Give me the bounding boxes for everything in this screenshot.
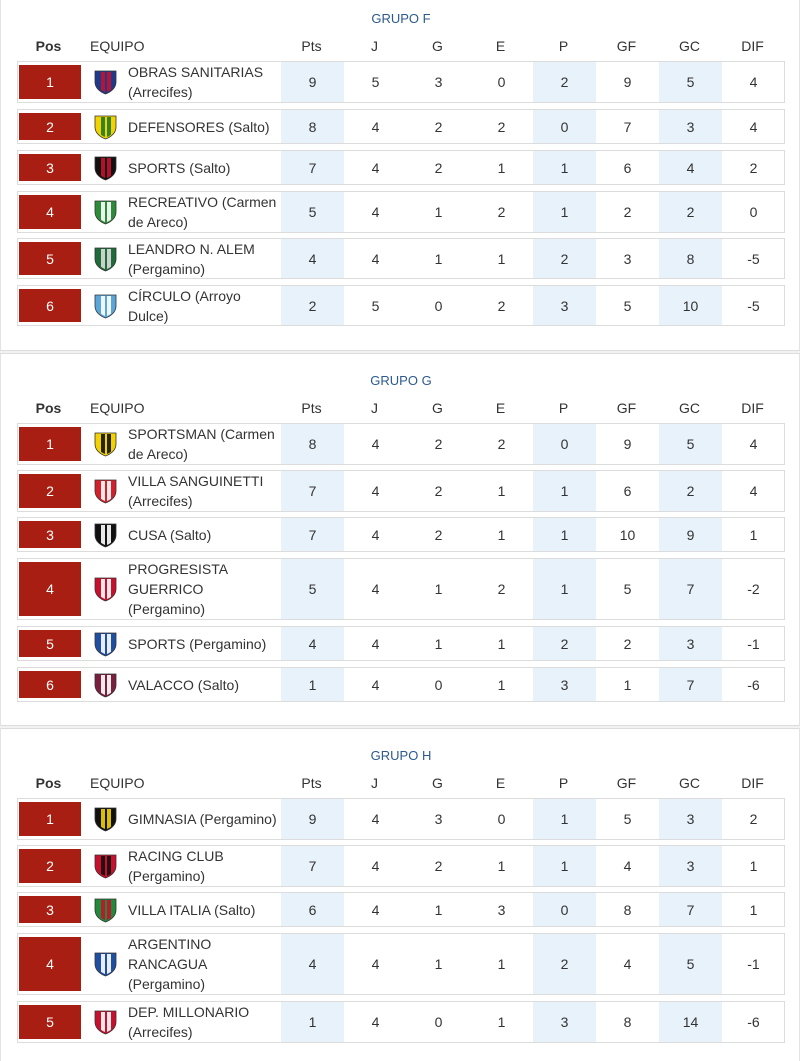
header-pts: Pts — [301, 400, 322, 416]
stat-e: 2 — [497, 204, 506, 220]
stat-dif: -6 — [747, 1014, 760, 1030]
stat-gc: 4 — [659, 151, 722, 184]
position-badge: 6 — [19, 289, 81, 322]
team-name-link[interactable]: CUSA (Salto) — [128, 526, 212, 543]
team-crest-icon — [92, 950, 119, 977]
stat-gf: 8 — [623, 1014, 632, 1030]
header-e: E — [495, 775, 506, 791]
stat-gc: 8 — [659, 239, 722, 278]
stat-e: 2 — [497, 118, 506, 135]
team-name-link[interactable]: SPORTS (Pergamino) — [128, 635, 267, 652]
stat-pts: 6 — [281, 893, 344, 926]
team-crest-icon — [92, 198, 119, 225]
table-row[interactable] — [17, 470, 785, 512]
header-pos: Pos — [35, 400, 62, 416]
team-crest-icon — [92, 245, 119, 272]
stat-p: 3 — [533, 668, 596, 701]
stat-p: 3 — [533, 286, 596, 325]
stat-g: 2 — [434, 483, 443, 499]
position-badge: 3 — [19, 896, 81, 923]
stat-j: 4 — [371, 159, 380, 176]
position-badge: 2 — [19, 474, 81, 508]
position-badge: 5 — [19, 242, 81, 275]
group-section — [0, 728, 800, 1061]
team-name-link[interactable]: DEP. MILLONARIO (Arrecifes) — [128, 1004, 250, 1040]
stat-j: 5 — [371, 74, 380, 90]
position-badge: 6 — [19, 671, 81, 698]
stat-gc: 3 — [659, 627, 722, 660]
stat-gc: 5 — [659, 934, 722, 994]
stat-dif: 2 — [749, 159, 758, 176]
stat-j: 4 — [371, 436, 380, 452]
stat-p: 0 — [533, 893, 596, 926]
stat-j: 4 — [371, 483, 380, 499]
stat-e: 1 — [497, 858, 506, 874]
stat-gf: 2 — [623, 635, 632, 652]
group-title: GRUPO F — [371, 11, 431, 26]
team-name-link[interactable]: GIMNASIA (Pergamino) — [128, 811, 277, 827]
stat-gf: 8 — [623, 901, 632, 918]
stat-g: 1 — [434, 581, 443, 597]
table-row[interactable] — [17, 798, 785, 840]
header-g: G — [432, 400, 443, 416]
stat-g: 2 — [434, 858, 443, 874]
group-title: GRUPO G — [370, 373, 432, 388]
stat-pts: 7 — [281, 846, 344, 886]
team-name-link[interactable]: PROGRESISTA GUERRICO (Pergamino) — [128, 561, 228, 617]
stat-gc: 5 — [659, 424, 722, 464]
stat-pts: 9 — [281, 62, 344, 102]
header-team: EQUIPO — [90, 400, 145, 416]
team-name-link[interactable]: SPORTS (Salto) — [128, 159, 231, 176]
stat-e: 1 — [497, 250, 506, 267]
stat-gf: 4 — [623, 956, 632, 972]
position-badge: 1 — [19, 427, 81, 461]
stat-gc: 2 — [659, 471, 722, 511]
stat-gc: 7 — [659, 893, 722, 926]
stat-dif: 4 — [749, 436, 758, 452]
header-gf: GF — [616, 775, 637, 791]
stat-pts: 7 — [281, 151, 344, 184]
position-badge: 4 — [19, 937, 81, 991]
table-row[interactable] — [17, 892, 785, 927]
team-crest-icon — [92, 896, 119, 923]
header-gc: GC — [679, 775, 700, 791]
team-name-link[interactable]: SPORTSMAN (Carmen de Areco) — [128, 426, 275, 462]
stat-gf: 9 — [623, 436, 632, 452]
table-row[interactable] — [17, 238, 785, 279]
stat-p: 1 — [533, 192, 596, 232]
group-section — [0, 353, 800, 726]
stat-gc: 10 — [659, 286, 722, 325]
stat-p: 0 — [533, 110, 596, 143]
stat-dif: 2 — [749, 811, 758, 827]
header-g: G — [432, 775, 443, 791]
table-row[interactable] — [17, 845, 785, 887]
stat-gf: 5 — [623, 297, 632, 314]
stat-e: 3 — [497, 901, 506, 918]
stat-dif: -5 — [747, 250, 760, 267]
header-pts: Pts — [301, 38, 322, 54]
team-crest-icon — [92, 292, 119, 319]
stat-pts: 9 — [281, 799, 344, 839]
position-badge: 5 — [19, 630, 81, 657]
header-gf: GF — [616, 38, 637, 54]
stat-g: 3 — [434, 811, 443, 827]
stat-g: 1 — [434, 956, 443, 972]
header-dif: DIF — [741, 400, 764, 416]
stat-e: 1 — [497, 676, 506, 693]
team-name-link[interactable]: CÍRCULO (Arroyo Dulce) — [128, 287, 241, 324]
stat-p: 2 — [533, 62, 596, 102]
stat-p: 1 — [533, 846, 596, 886]
stat-j: 4 — [371, 956, 380, 972]
team-crest-icon — [92, 575, 119, 602]
header-p: P — [558, 38, 569, 54]
stat-p: 1 — [533, 471, 596, 511]
position-badge: 2 — [19, 849, 81, 883]
group-title: GRUPO H — [370, 748, 432, 763]
stat-gf: 3 — [623, 250, 632, 267]
stat-j: 4 — [371, 526, 380, 543]
stat-pts: 4 — [281, 239, 344, 278]
stat-p: 2 — [533, 239, 596, 278]
team-name-link[interactable]: RECREATIVO (Carmen de Areco) — [128, 194, 277, 230]
position-badge: 3 — [19, 154, 81, 181]
stat-gf: 9 — [623, 74, 632, 90]
stat-e: 1 — [497, 1014, 506, 1030]
header-e: E — [495, 38, 506, 54]
header-team: EQUIPO — [90, 775, 145, 791]
header-team: EQUIPO — [90, 38, 145, 54]
stat-gc: 3 — [659, 110, 722, 143]
stat-e: 1 — [497, 526, 506, 543]
position-badge: 4 — [19, 562, 81, 616]
stat-p: 1 — [533, 518, 596, 551]
table-row[interactable] — [17, 285, 785, 326]
stat-gf: 5 — [623, 581, 632, 597]
header-p: P — [558, 400, 569, 416]
table-row[interactable] — [17, 626, 785, 661]
position-badge: 5 — [19, 1005, 81, 1039]
header-pts: Pts — [301, 775, 322, 791]
stat-j: 4 — [371, 676, 380, 693]
stat-j: 4 — [371, 250, 380, 267]
stat-gc: 3 — [659, 799, 722, 839]
table-row[interactable] — [17, 191, 785, 233]
team-crest-icon — [92, 113, 119, 140]
stat-pts: 8 — [281, 110, 344, 143]
table-row[interactable] — [17, 933, 785, 995]
stat-gc: 14 — [659, 1002, 722, 1042]
team-name-link[interactable]: RACING CLUB (Pergamino) — [128, 848, 224, 884]
position-badge: 2 — [19, 113, 81, 140]
stat-j: 4 — [371, 204, 380, 220]
position-badge: 3 — [19, 521, 81, 548]
stat-g: 3 — [434, 74, 443, 90]
stat-e: 1 — [497, 159, 506, 176]
stat-gc: 5 — [659, 62, 722, 102]
stat-e: 1 — [497, 635, 506, 652]
team-name-link[interactable]: VALACCO (Salto) — [128, 676, 239, 693]
stat-gf: 6 — [623, 159, 632, 176]
stat-dif: 1 — [749, 526, 758, 543]
stat-gc: 7 — [659, 668, 722, 701]
stat-dif: -1 — [747, 956, 760, 972]
stat-pts: 8 — [281, 424, 344, 464]
stat-j: 4 — [371, 901, 380, 918]
stat-j: 4 — [371, 635, 380, 652]
table-header — [17, 36, 785, 56]
team-name-link[interactable]: ARGENTINO RANCAGUA (Pergamino) — [128, 936, 212, 992]
header-dif: DIF — [741, 38, 764, 54]
table-row[interactable] — [17, 150, 785, 185]
team-crest-icon — [92, 521, 119, 548]
stat-gc: 9 — [659, 518, 722, 551]
header-pos: Pos — [35, 38, 62, 54]
team-name-link[interactable]: OBRAS SANITARIAS (Arrecifes) — [128, 64, 264, 100]
stat-pts: 7 — [281, 518, 344, 551]
stat-pts: 1 — [281, 1002, 344, 1042]
stat-g: 1 — [434, 635, 443, 652]
table-row[interactable] — [17, 61, 785, 103]
header-j: J — [371, 400, 378, 416]
stat-p: 2 — [533, 934, 596, 994]
table-row[interactable] — [17, 423, 785, 465]
position-badge: 4 — [19, 195, 81, 229]
stat-g: 0 — [434, 1014, 443, 1030]
stat-e: 0 — [497, 811, 506, 827]
stat-gf: 6 — [623, 483, 632, 499]
stat-dif: 0 — [749, 204, 758, 220]
stat-p: 1 — [533, 799, 596, 839]
table-row[interactable] — [17, 558, 785, 620]
stat-gf: 4 — [623, 858, 632, 874]
stat-g: 0 — [434, 297, 443, 314]
stat-gf: 2 — [623, 204, 632, 220]
stat-p: 0 — [533, 424, 596, 464]
header-g: G — [432, 38, 443, 54]
header-gc: GC — [679, 38, 700, 54]
table-header — [17, 773, 785, 793]
stat-g: 2 — [434, 159, 443, 176]
table-row[interactable] — [17, 517, 785, 552]
stat-pts: 4 — [281, 934, 344, 994]
table-row[interactable] — [17, 667, 785, 702]
team-crest-icon — [92, 671, 119, 698]
team-crest-icon — [92, 1008, 119, 1035]
stat-dif: 4 — [749, 74, 758, 90]
stat-gf: 1 — [623, 676, 632, 693]
team-crest-icon — [92, 430, 119, 457]
position-badge: 1 — [19, 802, 81, 836]
header-p: P — [558, 775, 569, 791]
stat-pts: 5 — [281, 192, 344, 232]
stat-p: 3 — [533, 1002, 596, 1042]
stat-e: 1 — [497, 956, 506, 972]
stat-g: 2 — [434, 118, 443, 135]
team-name-link[interactable]: LEANDRO N. ALEM (Pergamino) — [128, 240, 255, 277]
stat-dif: -6 — [747, 676, 760, 693]
team-crest-icon — [92, 630, 119, 657]
stat-pts: 1 — [281, 668, 344, 701]
stat-g: 2 — [434, 436, 443, 452]
stat-pts: 7 — [281, 471, 344, 511]
stat-e: 2 — [497, 436, 506, 452]
team-crest-icon — [92, 852, 119, 879]
table-row[interactable] — [17, 1001, 785, 1043]
stat-gf: 10 — [619, 526, 636, 543]
stat-j: 4 — [371, 118, 380, 135]
table-header — [17, 398, 785, 418]
stat-g: 1 — [434, 250, 443, 267]
stat-dif: 4 — [749, 483, 758, 499]
header-pos: Pos — [35, 775, 62, 791]
stat-j: 4 — [371, 858, 380, 874]
team-crest-icon — [92, 805, 119, 832]
stat-e: 2 — [497, 581, 506, 597]
stat-gf: 7 — [623, 118, 632, 135]
header-j: J — [371, 38, 378, 54]
team-name-link[interactable]: DEFENSORES (Salto) — [128, 118, 270, 135]
team-crest-icon — [92, 68, 119, 95]
stat-dif: 1 — [749, 858, 758, 874]
stat-pts: 4 — [281, 627, 344, 660]
header-dif: DIF — [741, 775, 764, 791]
stat-g: 2 — [434, 526, 443, 543]
header-gc: GC — [679, 400, 700, 416]
stat-j: 4 — [371, 811, 380, 827]
team-crest-icon — [92, 154, 119, 181]
table-row[interactable] — [17, 109, 785, 144]
stat-pts: 2 — [281, 286, 344, 325]
stat-e: 0 — [497, 74, 506, 90]
stat-e: 2 — [497, 297, 506, 314]
stat-gc: 7 — [659, 559, 722, 619]
stat-p: 1 — [533, 151, 596, 184]
header-j: J — [371, 775, 378, 791]
stat-dif: -2 — [747, 581, 760, 597]
stat-p: 2 — [533, 627, 596, 660]
stat-j: 4 — [371, 1014, 380, 1030]
stat-j: 5 — [371, 297, 380, 314]
stat-dif: 1 — [749, 901, 758, 918]
stat-gc: 2 — [659, 192, 722, 232]
stat-dif: -5 — [747, 297, 760, 314]
stat-gf: 5 — [623, 811, 632, 827]
group-section — [0, 0, 800, 351]
stat-e: 1 — [497, 483, 506, 499]
stat-pts: 5 — [281, 559, 344, 619]
position-badge: 1 — [19, 65, 81, 99]
stat-p: 1 — [533, 559, 596, 619]
stat-dif: 4 — [749, 118, 758, 135]
team-crest-icon — [92, 477, 119, 504]
team-name-link[interactable]: VILLA SANGUINETTI (Arrecifes) — [128, 473, 264, 509]
stat-g: 0 — [434, 676, 443, 693]
stat-j: 4 — [371, 581, 380, 597]
stat-g: 1 — [434, 901, 443, 918]
header-e: E — [495, 400, 506, 416]
stat-g: 1 — [434, 204, 443, 220]
stat-dif: -1 — [747, 635, 760, 652]
team-name-link[interactable]: VILLA ITALIA (Salto) — [128, 901, 256, 918]
header-gf: GF — [616, 400, 637, 416]
stat-gc: 3 — [659, 846, 722, 886]
